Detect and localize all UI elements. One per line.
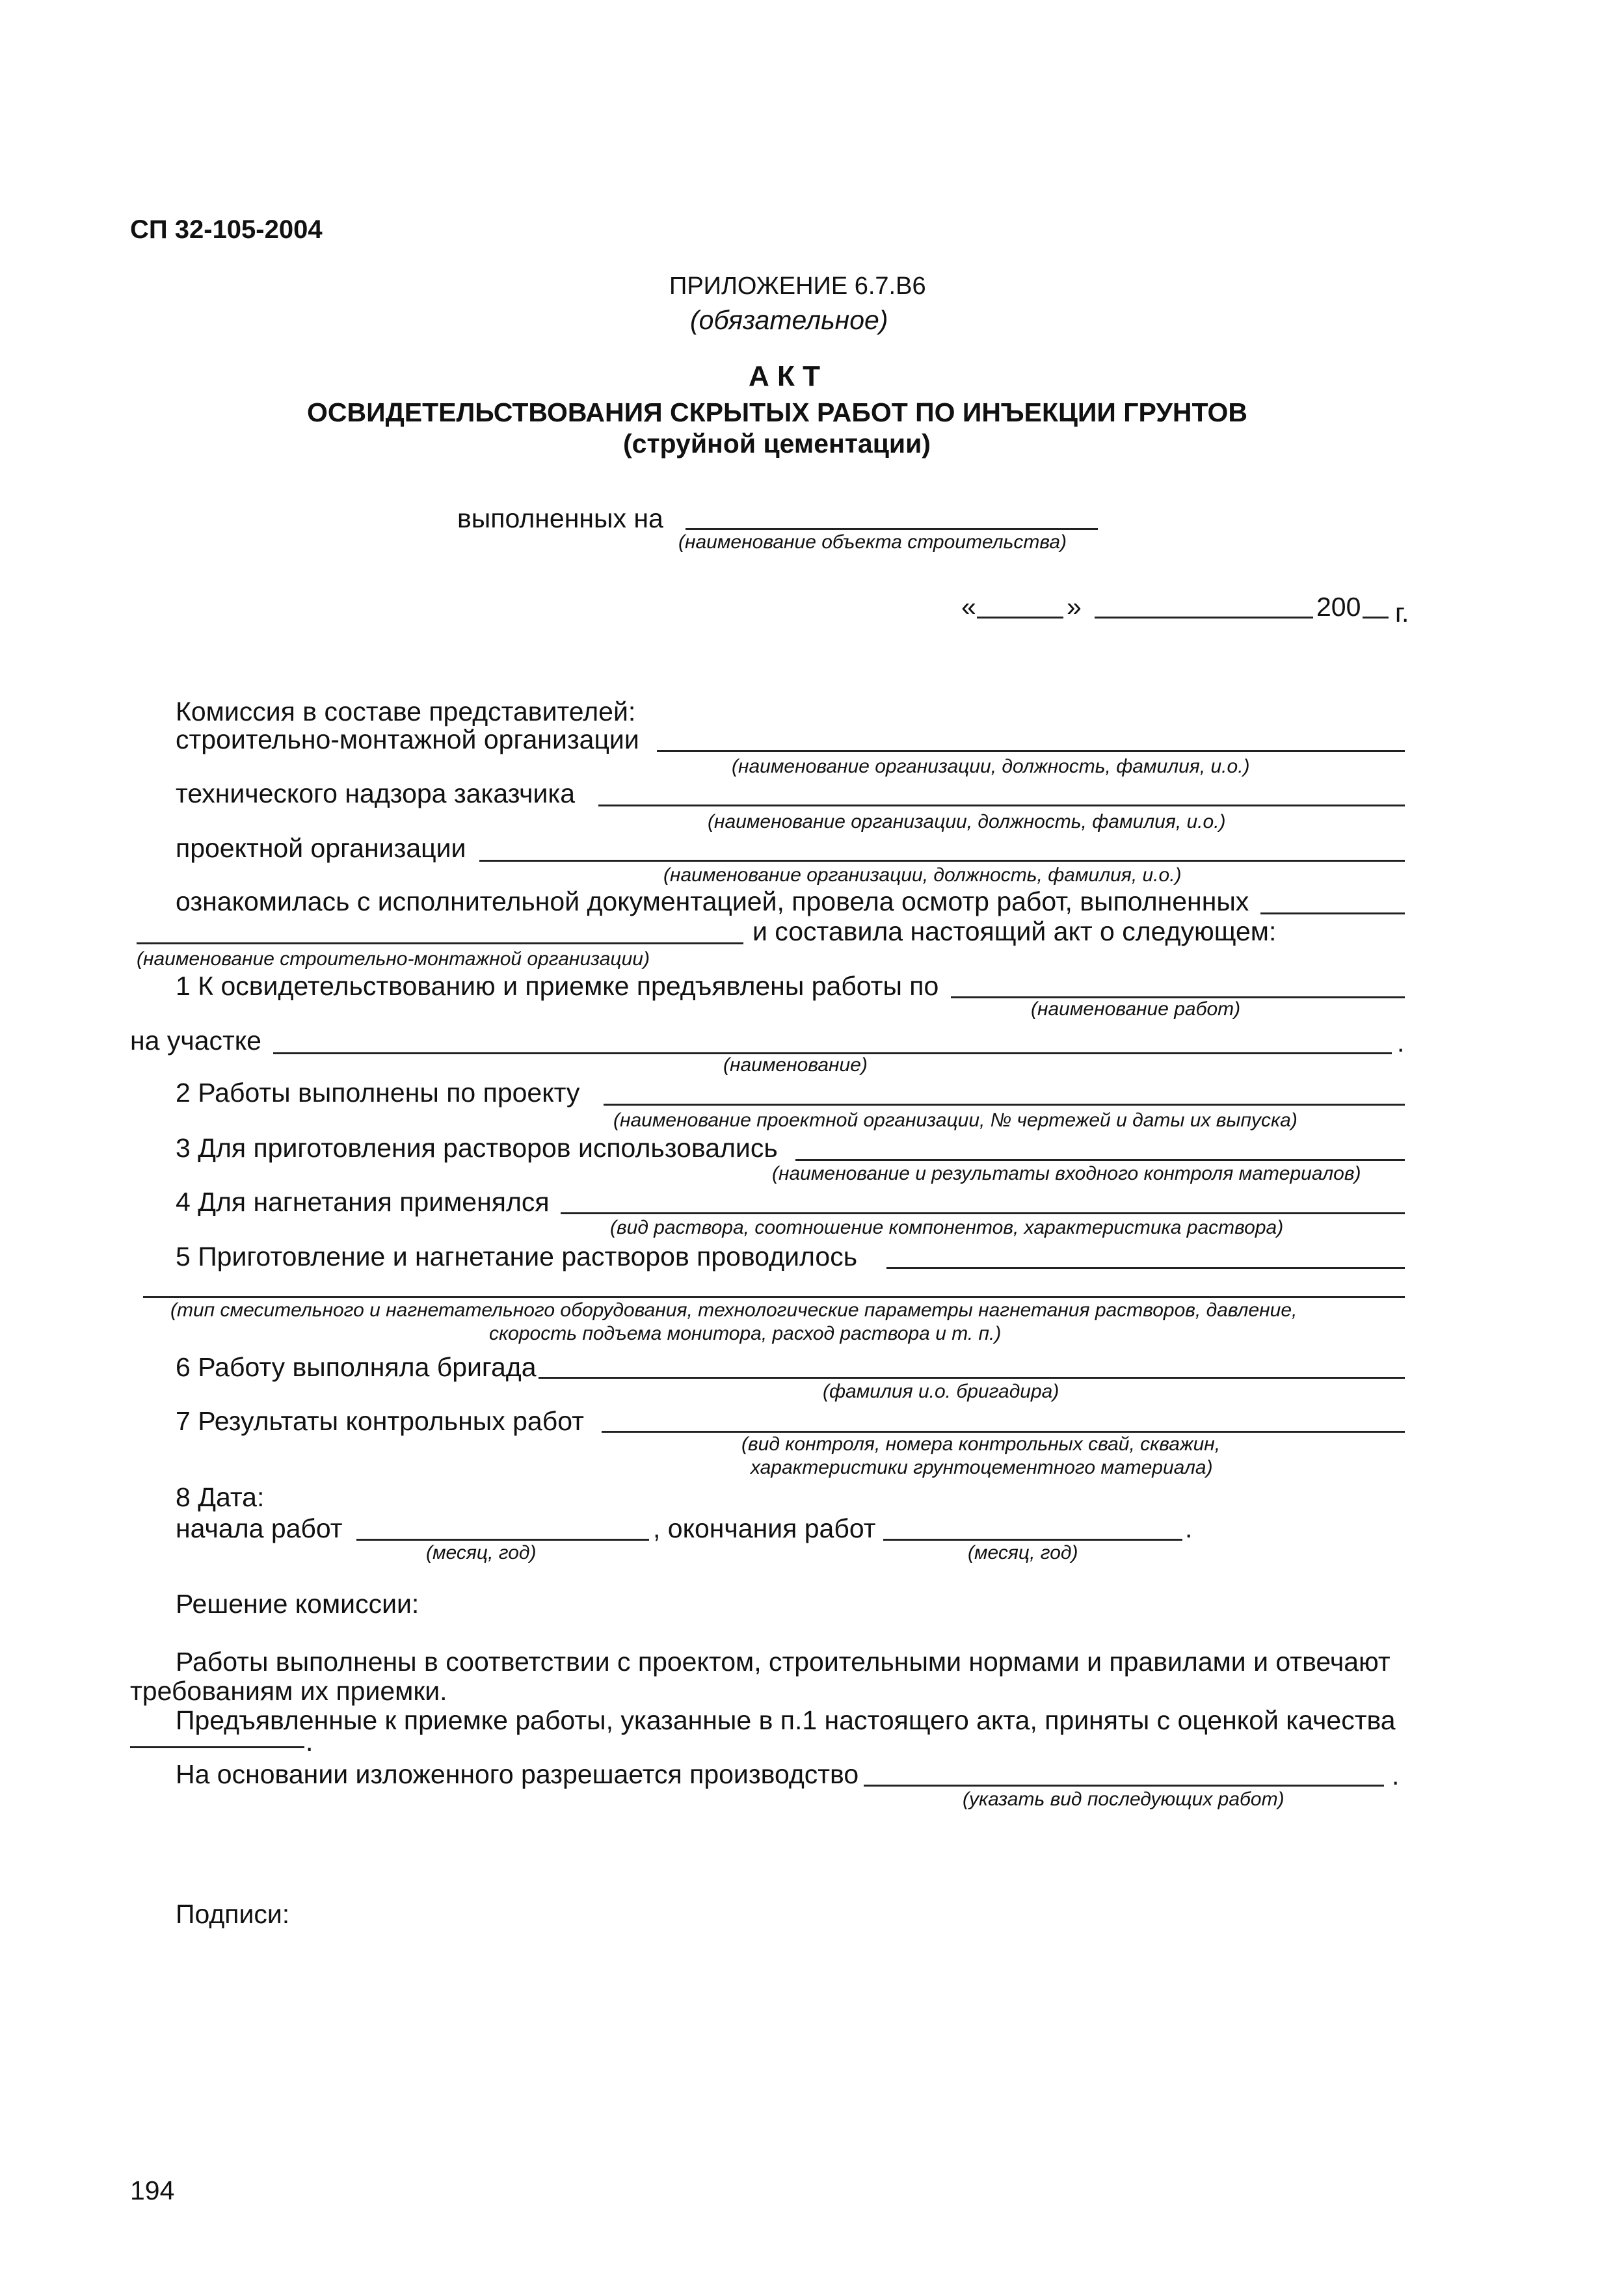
item-1-label: 1 К освидетельствованию и приемке предъявлены работы по: [176, 971, 939, 1001]
item-6-label: 6 Работу выполняла бригада: [176, 1352, 537, 1382]
construction-org-caption: (наименование организации, должность, фамилия, и.о.): [732, 756, 1250, 777]
item-2-field[interactable]: [604, 1104, 1405, 1106]
item-5-field-2[interactable]: [143, 1296, 1405, 1298]
commission-intro: Комиссия в составе представителей:: [176, 697, 636, 726]
act-heading: А К Т: [749, 360, 820, 392]
next-works-period: .: [1392, 1761, 1400, 1790]
construction-org-caption-2: (наименование строительно-монтажной организации): [137, 948, 650, 970]
item-6-field[interactable]: [539, 1377, 1405, 1379]
item-8-label: 8 Дата:: [176, 1482, 265, 1512]
decision-paragraph-1-line-1: Работы выполнены в соответствии с проектом, строительными нормами и правилами и отвечают: [176, 1647, 1391, 1677]
date-year-field[interactable]: [1363, 617, 1389, 619]
signatures-label: Подписи:: [176, 1899, 290, 1929]
start-date-label: начала работ: [176, 1513, 343, 1543]
date-month-field[interactable]: [1095, 617, 1313, 619]
date-open-quote: «: [961, 592, 976, 622]
decision-heading: Решение комиссии:: [176, 1589, 419, 1619]
object-label: выполненных на: [457, 503, 663, 533]
item-3-label: 3 Для приготовления растворов использовались: [176, 1133, 778, 1163]
site-caption: (наименование): [723, 1054, 868, 1076]
design-org-field[interactable]: [479, 860, 1405, 862]
construction-org-label: строительно-монтажной организации: [176, 725, 639, 754]
item-7-field[interactable]: [602, 1431, 1405, 1433]
object-caption: (наименование объекта строительства): [678, 531, 1067, 553]
item-5-field[interactable]: [886, 1267, 1405, 1269]
date-year-suffix: г.: [1395, 598, 1409, 628]
tech-supervision-caption: (наименование организации, должность, фамилия, и.о.): [708, 811, 1226, 832]
item-5-caption-2: скорость подъема монитора, расход раствора и т. п.): [489, 1323, 1002, 1344]
object-name-field[interactable]: [686, 528, 1098, 530]
item-2-caption: (наименование проектной организации, № чертежей и даты их выпуска): [613, 1110, 1298, 1131]
item-5-label: 5 Приготовление и нагнетание растворов проводилось: [176, 1242, 858, 1271]
next-works-field[interactable]: [864, 1785, 1384, 1787]
start-date-caption: (месяц, год): [426, 1542, 537, 1563]
item-3-field[interactable]: [795, 1159, 1405, 1161]
page-number: 194: [130, 2175, 175, 2205]
item-7-caption-2: характеристики грунтоцементного материала): [751, 1457, 1213, 1478]
reviewed-org-field[interactable]: [1260, 912, 1405, 914]
decision-paragraph-3: На основании изложенного разрешается производство: [176, 1759, 859, 1789]
tech-supervision-label: технического надзора заказчика: [176, 778, 575, 808]
start-date-field[interactable]: [356, 1539, 649, 1541]
appendix-number: ПРИЛОЖЕНИЕ 6.7.В6: [669, 273, 926, 300]
design-org-label: проектной организации: [176, 833, 466, 863]
reviewed-text: ознакомилась с исполнительной документацией, провела осмотр работ, выполненных: [176, 886, 1249, 916]
item-3-caption: (наименование и результаты входного контроля материалов): [772, 1163, 1361, 1184]
end-date-label: , окончания работ: [653, 1513, 876, 1543]
item-7-label: 7 Результаты контрольных работ: [176, 1406, 584, 1436]
item-4-caption: (вид раствора, соотношение компонентов, характеристика раствора): [610, 1217, 1284, 1238]
compiled-text: и составила настоящий акт о следующем:: [752, 916, 1277, 946]
date-day-field[interactable]: [977, 617, 1063, 619]
end-date-caption: (месяц, год): [968, 1542, 1078, 1563]
construction-org-field[interactable]: [657, 750, 1405, 752]
item-4-field[interactable]: [561, 1212, 1405, 1214]
decision-paragraph-2: Предъявленные к приемке работы, указанные в п.1 настоящего акта, приняты с оценкой качества: [176, 1705, 1396, 1735]
act-title: ОСВИДЕТЕЛЬСТВОВАНИЯ СКРЫТЫХ РАБОТ ПО ИНЪЕКЦИИ ГРУНТОВ: [307, 397, 1247, 427]
site-label: на участке: [130, 1026, 261, 1056]
item-5-caption-1: (тип смесительного и нагнетательного оборудования, технологические параметры нагнетания растворов, давление,: [170, 1299, 1298, 1321]
end-date-period: .: [1185, 1513, 1193, 1543]
item-2-label: 2 Работы выполнены по проекту: [176, 1078, 580, 1108]
act-subtitle: (струйной цементации): [623, 429, 931, 459]
tech-supervision-field[interactable]: [598, 805, 1405, 806]
item-7-caption-1: (вид контроля, номера контрольных свай, скважин,: [741, 1433, 1221, 1455]
end-date-field[interactable]: [883, 1539, 1182, 1541]
quality-grade-field[interactable]: [130, 1746, 304, 1748]
item-4-label: 4 Для нагнетания применялся: [176, 1187, 550, 1217]
decision-paragraph-1-line-2: требованиям их приемки.: [130, 1676, 447, 1706]
design-org-caption: (наименование организации, должность, фамилия, и.о.): [663, 864, 1182, 886]
document-code: СП 32-105-2004: [130, 215, 323, 244]
site-period: .: [1397, 1028, 1405, 1058]
construction-org-field-2[interactable]: [137, 942, 743, 944]
item-6-caption: (фамилия и.о. бригадира): [823, 1381, 1059, 1402]
date-year-prefix: 200: [1316, 592, 1361, 622]
item-1-caption: (наименование работ): [1031, 998, 1241, 1020]
mandatory-note: (обязательное): [690, 305, 888, 335]
date-close-quote: »: [1067, 592, 1082, 622]
next-works-caption: (указать вид последующих работ): [963, 1789, 1285, 1810]
quality-grade-period: .: [306, 1727, 313, 1757]
